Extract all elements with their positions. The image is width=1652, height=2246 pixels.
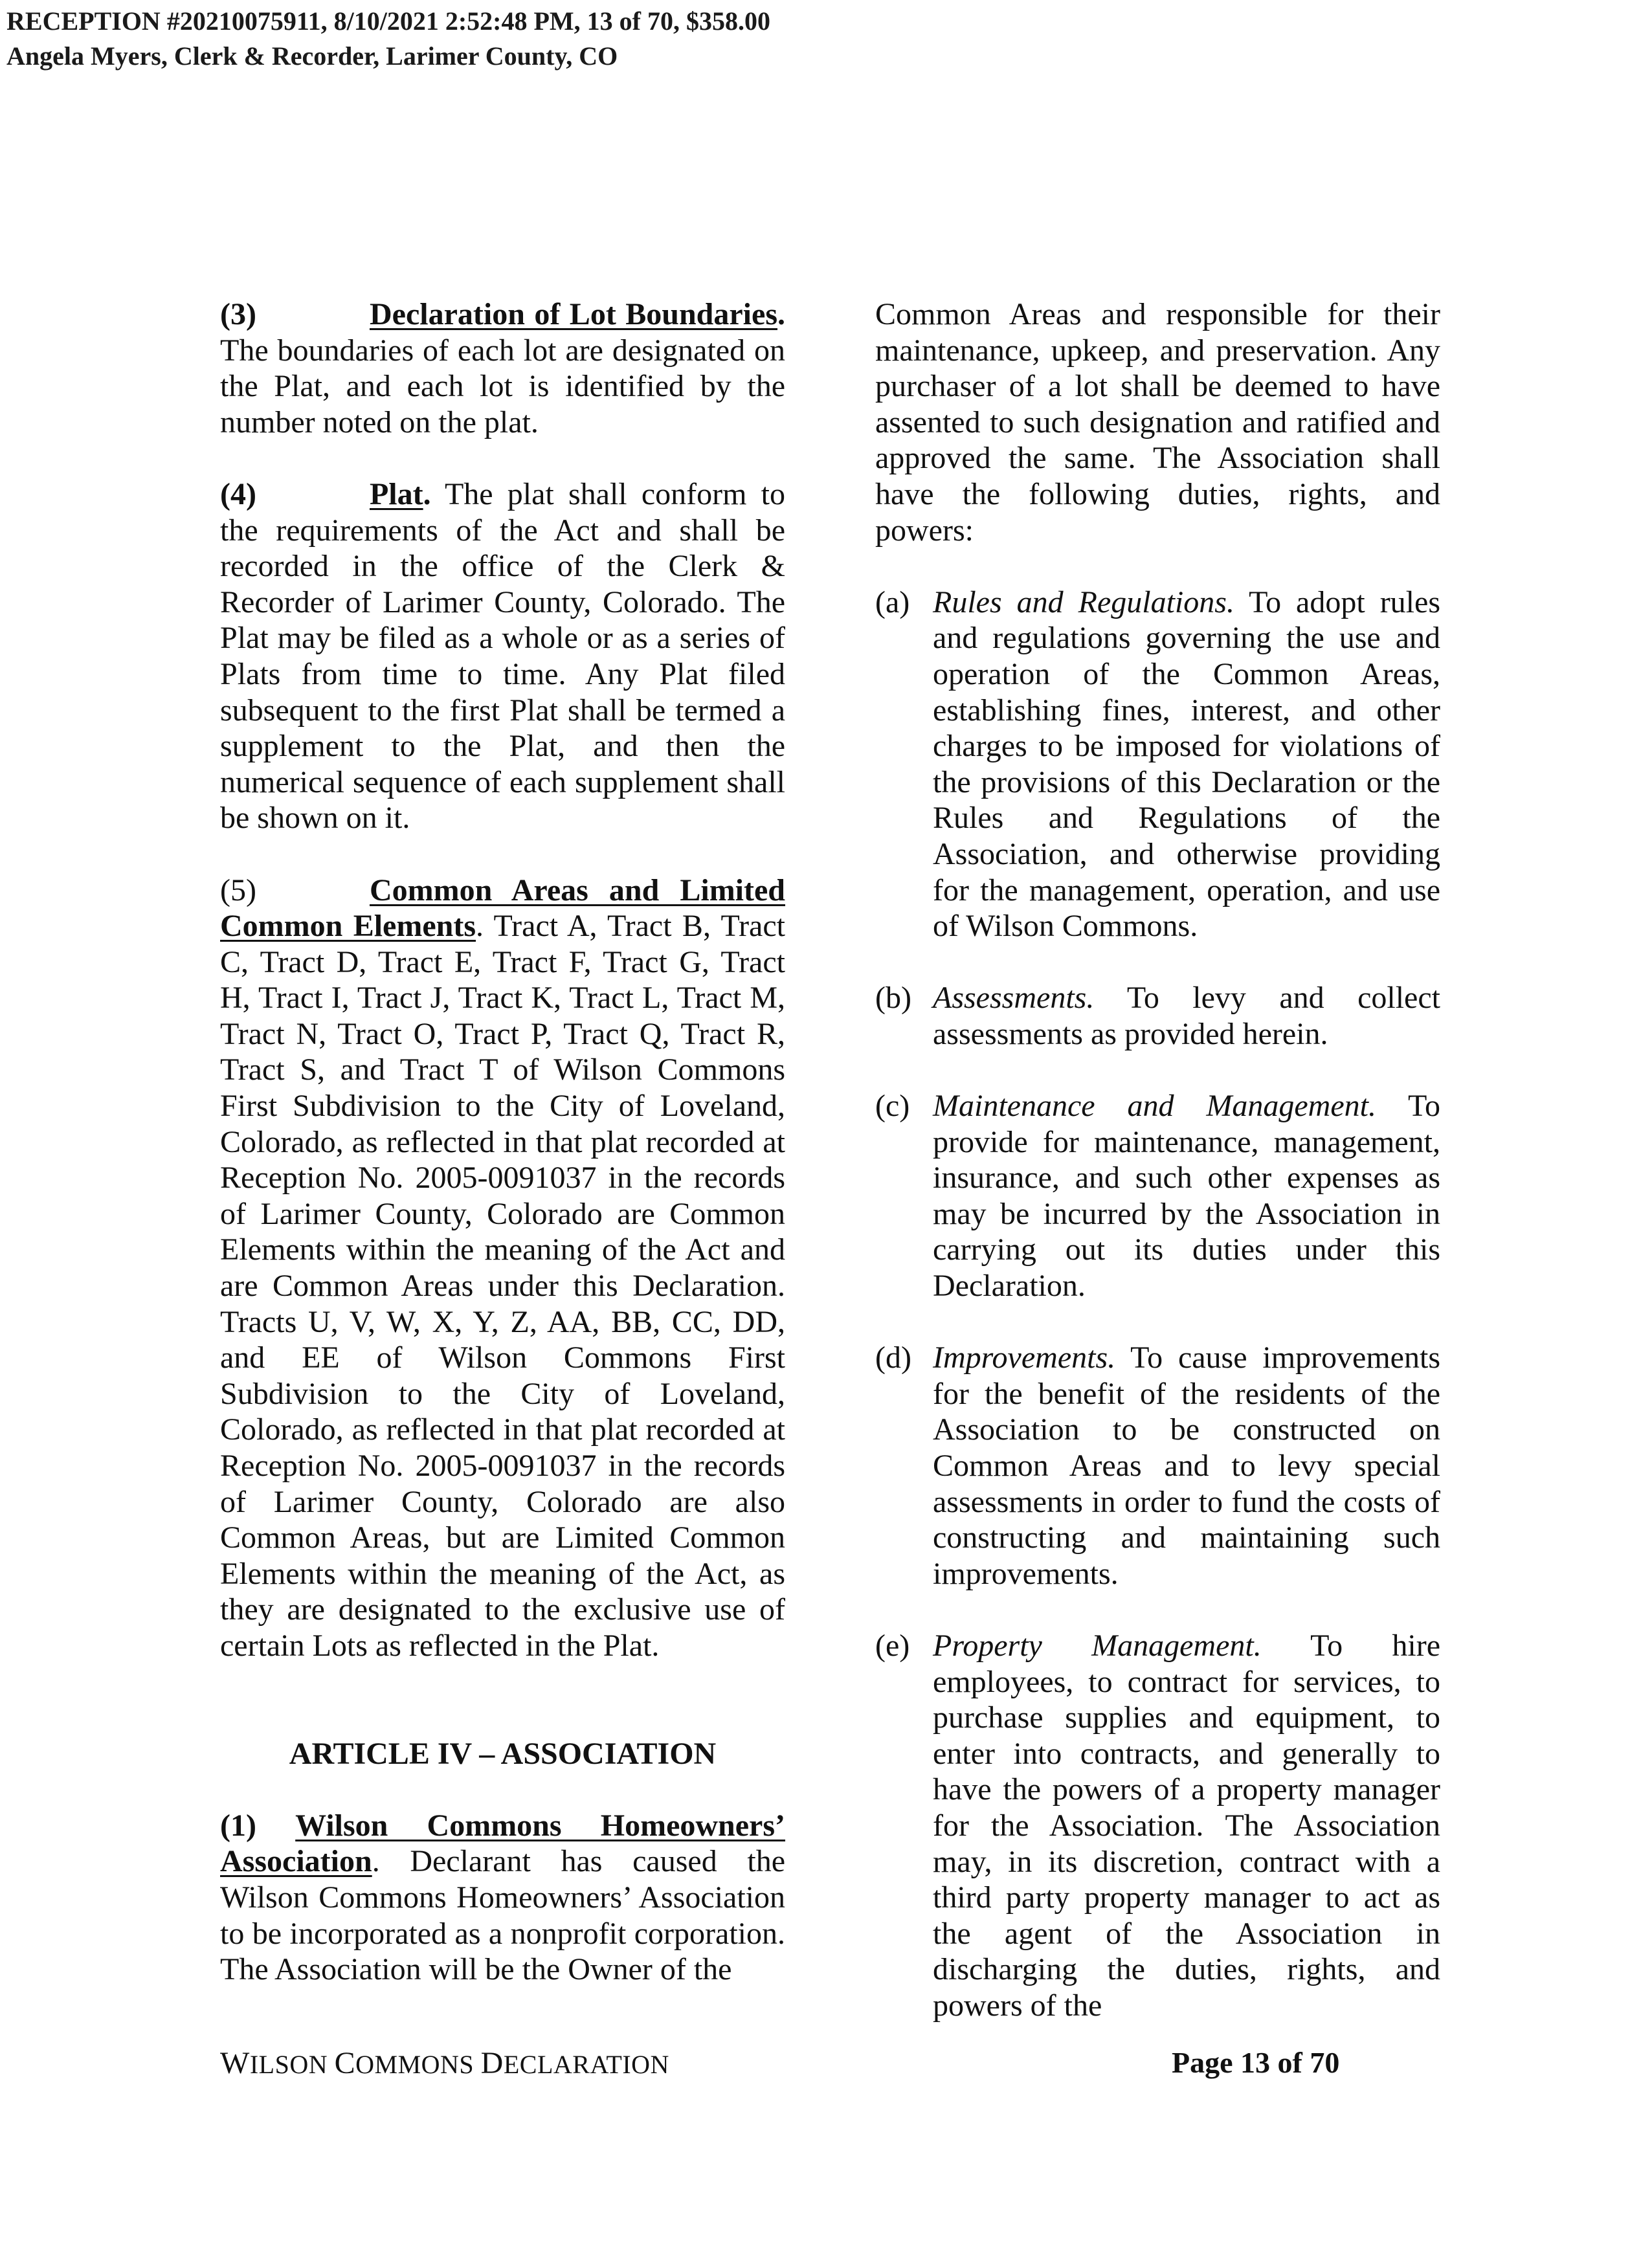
section-4-body: The plat shall conform to the requirements of the Act and shall be recorded in the office of the Clerk & Recorder of Larimer County, Colorado. The Plat may be filed as a whole or as a series of Plats from time to time. Any Plat filed subsequent to the first Plat shall be termed a supplement to the Plat, and then the numerical sequence of each supplement shall be shown on it. bbox=[220, 476, 785, 836]
section-4-paragraph: (4) Plat. The plat shall conform to the requirements of the Act and shall be recorded in the office of the Clerk & Recorder of Larimer County, Colorado. The Plat may be filed as a whole or as a series of Plats from time to time. Any Plat filed subsequent to the first Plat shall be termed a supplement to the Plat, and then the numerical sequence of each supplement shall be shown on it. bbox=[220, 476, 785, 836]
current-page: 13 bbox=[1240, 2046, 1271, 2079]
power-item-d-body: To cause improvements for the benefit of the residents of the Association to be constructed on Common Areas and to levy special assessments in order to fund the costs of constructing and maintaining such improvements. bbox=[933, 1340, 1440, 1591]
power-item-c-label: (c) bbox=[875, 1089, 910, 1124]
power-item-e-label: (e) bbox=[875, 1628, 910, 1663]
power-item-b-body: To levy and collect assessments as provided herein. bbox=[933, 981, 1440, 1051]
power-item-b-label: (b) bbox=[875, 981, 911, 1016]
stamp-reception-line: RECEPTION #20210075911, 8/10/2021 2:52:48 PM, 13 of 70, $358.00 bbox=[6, 6, 770, 36]
section-4-title: Plat bbox=[369, 476, 423, 511]
power-item-c-title: Maintenance and Management. bbox=[933, 1089, 1376, 1124]
article-4-heading: ARTICLE IV – ASSOCIATION bbox=[289, 1736, 717, 1771]
article-4-section-1-paragraph: (1) Wilson Commons Homeowners’ Association. Declarant has caused the Wilson Commons Homeowners’ Association to be incorporated as a nonprofit corporation. The Association will be the Owner of the bbox=[220, 1808, 786, 1987]
section-3-paragraph: (3) Declaration of Lot Boundaries. The boundaries of each lot are designated on the Plat, and each lot is identified by the number noted on the plat. bbox=[220, 297, 785, 439]
power-item-b bbox=[875, 980, 1440, 1052]
total-pages: 70 bbox=[1310, 2046, 1340, 2079]
footer-document-title: WILSON COMMONS DECLARATION bbox=[220, 2046, 669, 2080]
article-4-section-1-title: Wilson Commons Homeowners’ Association bbox=[220, 1808, 786, 1879]
power-item-a-title: Rules and Regulations. bbox=[933, 584, 1234, 619]
power-item-b-title: Assessments. bbox=[933, 981, 1095, 1016]
section-3-number: (3) bbox=[220, 297, 256, 331]
footer-page-number: Page 13 of 70 bbox=[1172, 2046, 1340, 2079]
power-item-e-title: Property Management. bbox=[933, 1628, 1262, 1663]
right-column bbox=[875, 296, 1440, 2024]
section-5-body: Tract A, Tract B, Tract C, Tract D, Tract E, Tract F, Tract G, Tract H, Tract I, Tract J, Tract K, Tract L, Tract M, Tract N, Tract O, Tract P, Tract Q, Tract R, Tract S, and Tract T of Wilson Commons First Subdivision to the City of Loveland, Colorado, as reflected in that plat recorded at Reception No. 2005-0091037 in the records of Larimer County, Colorado are Common Elements within the meaning of the Act and are Common Areas under this Declaration. Tracts U, V, W, X, Y, Z, AA, BB, CC, DD, and EE of Wilson Commons First Subdivision to the City of Loveland, Colorado, as reflected in that plat recorded at Reception No. 2005-0091037 in the records of Larimer County, Colorado are also Common Areas, but are Limited Common Elements within the meaning of the Act, as they are designated to the exclusive use of certain Lots as reflected in the Plat. bbox=[220, 909, 786, 1663]
article-4-section-1-number: (1) bbox=[220, 1808, 256, 1843]
power-item-d-label: (d) bbox=[875, 1340, 911, 1375]
power-item-e bbox=[875, 1628, 1440, 2024]
power-item-a-label: (a) bbox=[875, 584, 910, 619]
power-item-c bbox=[875, 1088, 1440, 1304]
power-item-d-title: Improvements. bbox=[933, 1340, 1116, 1375]
power-item-a bbox=[875, 584, 1440, 944]
power-item-e-body: To hire employees, to contract for services, to purchase supplies and equipment, to enter into contracts, and generally to have the powers of a property manager for the Association. The Association may, in its discretion, contract with a third party property manager to act as the agent of the Association in discharging the duties, rights, and powers of the bbox=[933, 1628, 1441, 2023]
power-item-c-body: To provide for maintenance, management, insurance, and such other expenses as may be incurred by the Association in carrying out its duties under this Declaration. bbox=[933, 1089, 1440, 1304]
article-4-section-1-body: Declarant has caused the Wilson Commons Homeowners’ Association to be incorporated as a nonprofit corporation. The Association will be the Owner of the bbox=[220, 1844, 785, 1987]
recording-stamp bbox=[6, 4, 770, 74]
power-item-a-body: To adopt rules and regulations governing the use and operation of the Common Areas, establishing fines, interest, and other charges to be imposed for violations of the provisions of this Declaration or the Rules and Regulations of the Association, and otherwise providing for the management, operation, and use of Wilson Commons. bbox=[933, 584, 1441, 944]
stamp-clerk-line: Angela Myers, Clerk & Recorder, Larimer County, CO bbox=[6, 41, 618, 71]
section-3-title: Declaration of Lot Boundaries bbox=[369, 297, 777, 331]
left-column bbox=[220, 296, 785, 1988]
continuation-paragraph: Common Areas and responsible for their maintenance, upkeep, and preservation. Any purchaser of a lot shall be deemed to have assented to such designation and ratified and approved the same. The Association shall have the following duties, rights, and powers: bbox=[875, 297, 1440, 548]
section-5-paragraph: (5) Common Areas and Limited Common Elements. Tract A, Tract B, Tract C, Tract D, Tract E, Tract F, Tract G, Tract H, Tract I, Tract J, Tract K, Tract L, Tract M, Tract N, Tract O, Tract P, Tract Q, Tract R, Tract S, and Tract T of Wilson Commons First Subdivision to the City of Loveland, Colorado, as reflected in that plat recorded at Reception No. 2005-0091037 in the records of Larimer County, Colorado are Common Elements within the meaning of the Act and are Common Areas under this Declaration. Tracts U, V, W, X, Y, Z, AA, BB, CC, DD, and EE of Wilson Commons First Subdivision to the City of Loveland, Colorado, as reflected in that plat recorded at Reception No. 2005-0091037 in the records of Larimer County, Colorado are also Common Areas, but are Limited Common Elements within the meaning of the Act, as they are designated to the exclusive use of certain Lots as reflected in the Plat. bbox=[220, 873, 786, 1663]
power-item-d bbox=[875, 1340, 1440, 1592]
section-3-body: The boundaries of each lot are designated on the Plat, and each lot is identified by the number noted on the plat. bbox=[220, 333, 785, 439]
section-5-title: Common Areas and Limited Common Elements bbox=[220, 873, 785, 944]
section-5-number: (5) bbox=[220, 873, 256, 907]
section-4-number: (4) bbox=[220, 476, 256, 511]
